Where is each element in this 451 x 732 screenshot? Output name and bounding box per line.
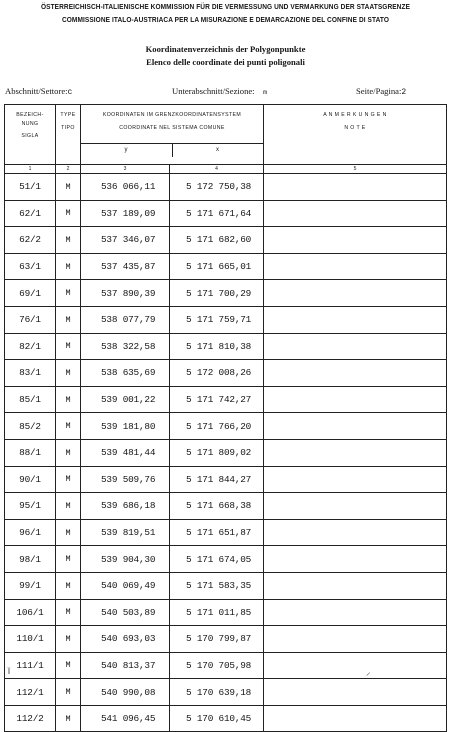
notes-cell (264, 652, 447, 679)
point-id-cell: 112/1 (5, 679, 56, 706)
notes-header (264, 105, 447, 165)
y-coordinate-cell: 539 001,22 (81, 386, 170, 413)
x-coordinate-cell: 5 170 639,18 (170, 679, 264, 706)
y-coordinate-cell: 538 077,79 (81, 306, 170, 333)
scan-mark: ǐ (8, 666, 10, 676)
notes-cell (264, 626, 447, 653)
point-id-cell: 69/1 (5, 280, 56, 307)
y-coordinate-cell: 541 096,45 (81, 705, 170, 732)
designation-header-line: NUNG (21, 120, 39, 127)
y-coordinate-cell: 539 509,76 (81, 466, 170, 493)
point-id-cell: 88/1 (5, 439, 56, 466)
point-id-cell: 76/1 (5, 306, 56, 333)
x-coordinate-cell: 5 171 682,60 (170, 227, 264, 254)
notes-cell (264, 493, 447, 520)
y-coordinate-cell: 540 693,03 (81, 626, 170, 653)
section-value: c (67, 88, 73, 97)
coordinates-header-line: COORDINATE NEL SISTEMA COMUNE (119, 124, 225, 131)
column-number: 4 (170, 165, 264, 174)
type-cell: M (56, 386, 81, 413)
point-id-cell: 82/1 (5, 333, 56, 360)
y-coordinate-cell: 540 069,49 (81, 572, 170, 599)
x-coordinate-cell: 5 171 671,64 (170, 200, 264, 227)
notes-header-line: N O T E (344, 124, 366, 131)
y-coordinate-cell: 538 635,69 (81, 360, 170, 387)
table-row (5, 439, 447, 466)
page-field (356, 86, 406, 97)
table-row (5, 519, 447, 546)
x-coordinate-cell: 5 171 583,35 (170, 572, 264, 599)
table-row (5, 466, 447, 493)
section-field (5, 86, 72, 97)
x-coordinate-cell: 5 170 610,45 (170, 705, 264, 732)
table-header-row (5, 105, 447, 165)
column-number: 3 (81, 165, 170, 174)
designation-header-line: SIGLA (21, 133, 39, 139)
designation-header-line: BEZEICH- (16, 112, 44, 118)
y-coordinate-cell: 537 435,87 (81, 253, 170, 280)
notes-cell (264, 333, 447, 360)
x-coordinate-cell: 5 171 674,05 (170, 546, 264, 573)
point-id-cell: 106/1 (5, 599, 56, 626)
type-cell: M (56, 705, 81, 732)
table-row (5, 546, 447, 573)
point-id-cell: 62/2 (5, 227, 56, 254)
table-row (5, 493, 447, 520)
type-cell: M (56, 360, 81, 387)
x-coordinate-cell: 5 171 651,87 (170, 519, 264, 546)
type-cell: M (56, 280, 81, 307)
page-label: Seite/Pagina: (356, 86, 402, 96)
notes-cell (264, 174, 447, 201)
x-coordinate-cell: 5 171 742,27 (170, 386, 264, 413)
point-id-cell: 85/2 (5, 413, 56, 440)
y-coordinate-cell: 539 819,51 (81, 519, 170, 546)
commission-title-german: ÖSTERREICHISCH-ITALIENISCHE KOMMISSION FÜR DIE VERMESSUNG UND VERMARKUNG DER STAATSGRENZE (40, 2, 411, 11)
x-coordinate-cell: 5 171 011,85 (170, 599, 264, 626)
table-row (5, 599, 447, 626)
notes-cell (264, 413, 447, 440)
y-coordinate-cell: 537 346,07 (81, 227, 170, 254)
notes-cell (264, 519, 447, 546)
notes-cell (264, 253, 447, 280)
x-coordinate-cell: 5 171 809,02 (170, 439, 264, 466)
y-coordinate-cell: 537 189,09 (81, 200, 170, 227)
point-id-cell: 110/1 (5, 626, 56, 653)
y-coordinate-cell: 537 890,39 (81, 280, 170, 307)
type-cell: M (56, 652, 81, 679)
subsection-label: Unterabschnitt/Sezione: (172, 86, 255, 96)
y-coordinate-cell: 539 686,18 (81, 493, 170, 520)
column-number: 2 (56, 165, 81, 174)
table-row (5, 306, 447, 333)
table-row (5, 360, 447, 387)
y-coordinate-cell: 538 322,58 (81, 333, 170, 360)
type-cell: M (56, 200, 81, 227)
type-cell: M (56, 599, 81, 626)
table-row (5, 705, 447, 732)
notes-cell (264, 546, 447, 573)
notes-header-line: A N M E R K U N G E N (323, 112, 387, 118)
table-row (5, 200, 447, 227)
type-cell: M (56, 466, 81, 493)
subsection-field (172, 86, 266, 96)
y-coordinate-cell: 536 066,11 (81, 174, 170, 201)
notes-cell (264, 679, 447, 706)
notes-cell (264, 572, 447, 599)
x-coordinate-cell: 5 171 700,29 (170, 280, 264, 307)
x-coordinate-cell: 5 171 759,71 (170, 306, 264, 333)
table-row (5, 626, 447, 653)
x-coordinate-cell: 5 171 810,38 (170, 333, 264, 360)
notes-cell (264, 306, 447, 333)
y-coordinate-cell: 540 813,37 (81, 652, 170, 679)
document-title-german: Koordinatenverzeichnis der Polygonpunkte (145, 44, 306, 54)
type-header-line: TIPO (61, 124, 75, 131)
type-cell: M (56, 572, 81, 599)
x-coordinate-cell: 5 172 750,38 (170, 174, 264, 201)
notes-cell (264, 705, 447, 732)
type-cell: M (56, 413, 81, 440)
scan-mark: ⸝ (366, 667, 371, 677)
notes-cell (264, 227, 447, 254)
point-id-cell: 111/1 (5, 652, 56, 679)
table-row (5, 253, 447, 280)
x-coordinate-cell: 5 171 844,27 (170, 466, 264, 493)
table-row (5, 652, 447, 679)
section-label: Abschnitt/Settore: (5, 86, 68, 96)
designation-header (5, 105, 56, 165)
point-id-cell: 98/1 (5, 546, 56, 573)
column-number-row (5, 165, 447, 174)
type-header-line: TYPE (60, 112, 76, 118)
y-coordinate-cell: 539 181,80 (81, 413, 170, 440)
x-coordinate-cell: 5 170 799,87 (170, 626, 264, 653)
point-id-cell: 63/1 (5, 253, 56, 280)
table-row (5, 227, 447, 254)
y-coordinate-cell: 540 503,89 (81, 599, 170, 626)
y-coordinate-cell: 540 990,08 (81, 679, 170, 706)
y-axis-header: y (124, 147, 128, 153)
point-id-cell: 112/2 (5, 705, 56, 732)
subsection-value: m (263, 89, 267, 96)
column-number: 5 (264, 165, 447, 174)
y-coordinate-cell: 539 481,44 (81, 439, 170, 466)
notes-cell (264, 466, 447, 493)
notes-cell (264, 386, 447, 413)
point-id-cell: 95/1 (5, 493, 56, 520)
coordinate-table-body (5, 105, 447, 732)
table-row (5, 333, 447, 360)
x-coordinate-cell: 5 171 665,01 (170, 253, 264, 280)
type-cell: M (56, 679, 81, 706)
page-value: 2 (401, 88, 407, 97)
column-number: 1 (5, 165, 56, 174)
notes-cell (264, 599, 447, 626)
table-row (5, 679, 447, 706)
type-cell: M (56, 174, 81, 201)
commission-title-italian: COMMISSIONE ITALO-AUSTRIACA PER LA MISURAZIONE E DEMARCAZIONE DEL CONFINE DI STATO (61, 15, 390, 24)
coordinates-header-line: KOORDINATEN IM GRENZKOORDINATENSYSTEM (102, 112, 242, 118)
coordinate-axis-labels (81, 144, 263, 157)
type-cell: M (56, 439, 81, 466)
notes-cell (264, 200, 447, 227)
point-id-cell: 90/1 (5, 466, 56, 493)
type-cell: M (56, 626, 81, 653)
type-header (56, 105, 81, 165)
notes-cell (264, 439, 447, 466)
table-row (5, 413, 447, 440)
type-cell: M (56, 519, 81, 546)
y-coordinate-cell: 539 904,30 (81, 546, 170, 573)
x-coordinate-cell: 5 170 705,98 (170, 652, 264, 679)
point-id-cell: 85/1 (5, 386, 56, 413)
point-id-cell: 99/1 (5, 572, 56, 599)
notes-cell (264, 360, 447, 387)
table-row (5, 280, 447, 307)
type-cell: M (56, 333, 81, 360)
x-coordinate-cell: 5 172 008,26 (170, 360, 264, 387)
type-cell: M (56, 493, 81, 520)
coordinate-table (4, 104, 447, 732)
point-id-cell: 51/1 (5, 174, 56, 201)
x-coordinate-cell: 5 171 766,20 (170, 413, 264, 440)
table-row (5, 572, 447, 599)
point-id-cell: 96/1 (5, 519, 56, 546)
notes-cell (264, 280, 447, 307)
document-title-italian: Elenco delle coordinate dei punti poligonali (146, 57, 305, 67)
point-id-cell: 83/1 (5, 360, 56, 387)
table-row (5, 174, 447, 201)
point-id-cell: 62/1 (5, 200, 56, 227)
type-cell: M (56, 306, 81, 333)
table-row (5, 386, 447, 413)
coordinates-header-title (81, 105, 263, 144)
x-axis-header: x (172, 144, 264, 157)
coordinates-header (81, 105, 264, 165)
x-coordinate-cell: 5 171 668,38 (170, 493, 264, 520)
type-cell: M (56, 546, 81, 573)
type-cell: M (56, 253, 81, 280)
type-cell: M (56, 227, 81, 254)
